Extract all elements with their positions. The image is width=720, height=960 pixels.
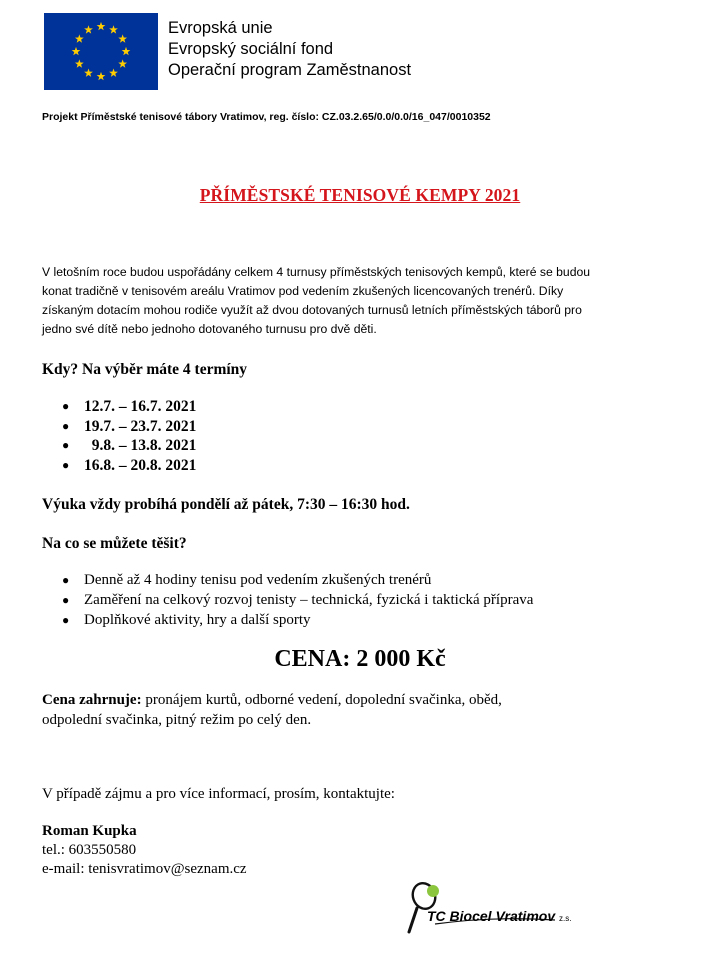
- list-item: [62, 417, 196, 437]
- list-item: [62, 610, 533, 630]
- date-text: 9.8. – 13.8. 2021: [84, 437, 197, 454]
- eu-text-block: [168, 18, 411, 81]
- eu-flag: [44, 13, 158, 90]
- date-text: 12.7. – 16.7. 2021: [84, 398, 197, 415]
- page-title-wrap: [0, 185, 720, 206]
- eu-line-fund: Evropský sociální fond: [168, 40, 334, 58]
- list-item: [62, 570, 533, 590]
- date-text: 19.7. – 23.7. 2021: [84, 417, 197, 435]
- eu-star-icon: [75, 59, 84, 67]
- list-item: [62, 590, 533, 610]
- eu-star-icon: [84, 69, 93, 77]
- club-logo: [405, 880, 595, 940]
- contact-intro: V případě zájmu a pro více informací, prosím, kontaktujte:: [42, 786, 395, 802]
- eu-star-icon: [97, 72, 106, 80]
- benefits-list: [62, 570, 533, 630]
- bullet-icon: ●: [62, 613, 70, 627]
- price-includes: [42, 690, 502, 730]
- contact-email[interactable]: e-mail: tenisvratimov@seznam.cz: [42, 861, 247, 877]
- club-name-text: TC Biocel Vratimov: [427, 908, 556, 924]
- club-suffix: z.s.: [559, 914, 572, 923]
- eu-star-icon: [97, 22, 106, 30]
- eu-line-union: Evropská unie: [168, 19, 273, 37]
- bullet-icon: ●: [62, 573, 70, 587]
- dates-list: [62, 397, 196, 475]
- benefit-text: Zaměření na celkový rozvoj tenisty – technická, fyzická i taktická příprava: [84, 592, 534, 608]
- contact-block: [42, 822, 247, 879]
- includes-label: Cena zahrnuje:: [42, 692, 142, 708]
- eu-star-icon: [75, 34, 84, 42]
- intro-line: V letošním roce budou uspořádány celkem 4 turnusy příměstských tenisových kempů, které se budou: [42, 265, 591, 279]
- eu-star-icon: [72, 47, 81, 55]
- bullet-icon: ●: [62, 438, 70, 452]
- eu-star-icon: [109, 25, 118, 33]
- eu-star-icon: [84, 25, 93, 33]
- benefit-text: Doplňkové aktivity, hry a další sporty: [84, 612, 311, 628]
- eu-star-icon: [122, 47, 131, 55]
- price: CENA: 2 000 Kč: [274, 646, 446, 672]
- includes-text: odpolední svačinka, pitný režim po celý den.: [42, 712, 312, 728]
- project-line: Projekt Příměstské tenisové tábory Vratimov, reg. číslo: CZ.03.2.65/0.0/0.0/16_047/0010352: [42, 111, 491, 123]
- bullet-icon: ●: [62, 418, 70, 433]
- benefit-text: Denně až 4 hodiny tenisu pod vedením zkušených trenérů: [84, 572, 432, 588]
- includes-text: pronájem kurtů, odborné vedení, dopolední svačinka, oběd,: [141, 692, 502, 708]
- club-name: [427, 908, 571, 924]
- intro-line: konat tradičně v tenisovém areálu Vratimov pod vedením zkušených licencovaných trenérů. Díky: [42, 284, 564, 298]
- intro-line: získaným dotacím mohou rodiče využít až dvou dotovaných turnusů letních příměstských táborů pro: [42, 303, 582, 317]
- when-heading: Kdy? Na výběr máte 4 termíny: [42, 361, 248, 378]
- list-item: [62, 456, 196, 476]
- eu-line-program: Operační program Zaměstnanost: [168, 61, 412, 79]
- eu-star-icon: [109, 69, 118, 77]
- page-title: PŘÍMĚSTSKÉ TENISOVÉ KEMPY 2021: [199, 185, 521, 205]
- bullet-icon: ●: [62, 457, 70, 472]
- eu-stars-icon: [44, 13, 158, 90]
- tennis-ball-icon: [427, 885, 439, 897]
- contact-phone: tel.: 603550580: [42, 842, 137, 858]
- bullet-icon: ●: [62, 593, 70, 607]
- intro-line: jedno své dítě nebo jednoho dotovaného turnusu pro dvě děti.: [42, 322, 377, 336]
- schedule-text: Výuka vždy probíhá pondělí až pátek, 7:30 – 16:30 hod.: [42, 496, 410, 513]
- bullet-icon: ●: [62, 399, 70, 413]
- eu-star-icon: [118, 59, 127, 67]
- benefits-heading: Na co se můžete těšit?: [42, 535, 187, 552]
- contact-name: Roman Kupka: [42, 823, 137, 839]
- list-item: [62, 397, 196, 417]
- date-text: 16.8. – 20.8. 2021: [84, 456, 197, 474]
- eu-star-icon: [118, 34, 127, 42]
- list-item: [62, 436, 196, 456]
- intro-paragraph: [42, 263, 612, 339]
